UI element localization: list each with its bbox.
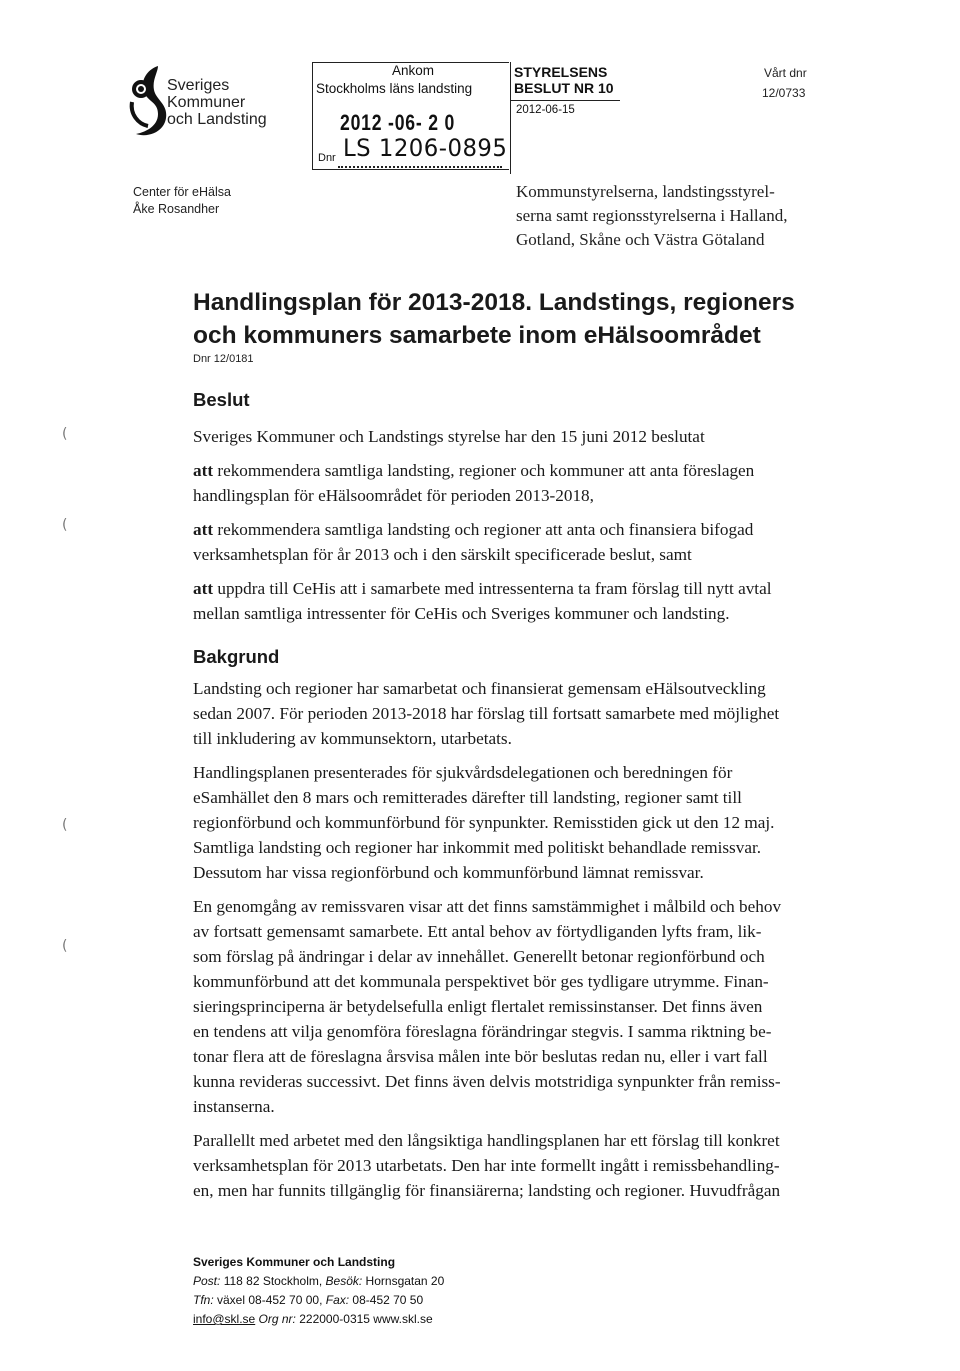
text-line: en, men har funnits tillgänglig för finansiärerna; landsting och regioner. Huvudfrågan [193, 1181, 781, 1200]
beslut-item [193, 458, 883, 508]
stamp-agency: Stockholms läns landsting [316, 81, 473, 96]
paragraph [193, 760, 883, 885]
bakgrund-heading: Bakgrund [193, 646, 280, 667]
text-line: eSamhället den 8 mars och remitterades därefter till landsting, regioner samt till [193, 788, 742, 807]
beslut-item-text: handlingsplan för eHälsoområdet för perioden 2013-2018, [193, 486, 594, 505]
text-line: Samtliga landsting och regioner har inkommit med politiskt behandlade remissvar. [193, 838, 762, 857]
org-name-line: och Landsting [167, 111, 267, 128]
text-line: En genomgång av remissvaren visar att det finns samstämmighet i målbild och behov [193, 897, 782, 916]
text-line: Landsting och regioner har samarbetat och finansierat gemensam eHälsoutveckling [193, 679, 766, 698]
post-label: Post: [193, 1274, 221, 1288]
text-line: Parallellt med arbetet med den långsiktiga handlingsplanen har ett förslag till konkret [193, 1131, 780, 1150]
text-line: kommunförbund att det kommunala perspektivet bör ges tydligare utrymme. Finan- [193, 972, 769, 991]
text-line: som förslag på ändringar i delar av innehållet. Generellt betonar regionförbund och [193, 947, 765, 966]
text-line: Dessutom har vissa regionförbund och kommunförbund lämnat remissvar. [193, 863, 704, 882]
visit-value: Hornsgatan 20 [362, 1274, 445, 1288]
att-keyword: att [193, 520, 214, 539]
att-keyword: att [193, 579, 214, 598]
text-line: verksamhetsplan för 2013 utarbetats. Den har inte formellt ingått i remissbehandling- [193, 1156, 780, 1175]
beslut-item-text: rekommendera samtliga landsting, regioner och kommuner att anta föreslagen [213, 461, 755, 480]
decision-date: 2012-06-15 [516, 104, 575, 116]
margin-mark-icon: ( [62, 517, 68, 533]
title-line: Handlingsplan för 2013-2018. Landstings, regioners [193, 289, 795, 316]
skl-logo-icon [128, 62, 170, 144]
margin-mark-icon: ( [62, 938, 68, 954]
att-keyword: att [193, 461, 214, 480]
visit-label: Besök: [325, 1274, 363, 1288]
beslut-item-text: rekommendera samtliga landsting och regioner att anta och finansiera bifogad [213, 520, 754, 539]
text-line: till inkludering av kommunsektorn, utarbetats. [193, 729, 512, 748]
text-line: en tendens att vilja genomföra föreslagna förändringar stegvis. I samma riktning be- [193, 1022, 772, 1041]
text-line: tonar flera att de föreslagna årsvisa målen inte bör beslutas redan nu, eller i vart fall [193, 1047, 768, 1066]
org-name-line: Sveriges [167, 77, 230, 94]
text-line: sedan 2007. För perioden 2013-2018 har förslag till fortsatt samarbete med möjlighet [193, 704, 780, 723]
footer-address [193, 1272, 444, 1291]
footer [193, 1253, 444, 1329]
beslut-item-text: uppdra till CeHis att i samarbete med intressenterna ta fram förslag till nytt avtal [213, 579, 772, 598]
beslut-heading: Beslut [193, 389, 250, 410]
beslut-item [193, 517, 883, 567]
reference-label: Vårt dnr [764, 66, 807, 80]
sender-info [133, 184, 231, 218]
orgnr-value: 222000-0315 [295, 1312, 370, 1326]
text-line: Handlingsplanen presenterades för sjukvårdsdelegationen och beredningen för [193, 763, 733, 782]
org-name-line: Kommuner [167, 94, 246, 111]
stamp-dnr-label: Dnr [318, 152, 336, 164]
fax-value: 08-452 70 50 [349, 1293, 424, 1307]
footer-contact [193, 1310, 444, 1329]
recipient-line: Kommunstyrelserna, landstingsstyrel- [516, 182, 775, 201]
beslut-item-text: mellan samtliga intressenter för CeHis och Sveriges kommuner och landsting. [193, 604, 730, 623]
decision-title-line: STYRELSENS [514, 64, 608, 80]
tel-value: växel 08-452 70 00, [213, 1293, 326, 1307]
web-link[interactable]: www.skl.se [369, 1312, 433, 1326]
org-logo-text [167, 77, 267, 128]
text-line: regionförbund och kommunförbund för synpunkter. Remisstiden gick ut den 12 maj. [193, 813, 775, 832]
document-dnr: Dnr 12/0181 [193, 353, 254, 365]
post-value: 118 82 Stockholm, [220, 1274, 326, 1288]
text-line: instanserna. [193, 1097, 275, 1116]
department: Center för eHälsa [133, 185, 231, 199]
beslut-item [193, 576, 883, 626]
paragraph [193, 676, 883, 751]
stamp-handwritten-dnr: LS 1206-0895 [343, 134, 508, 162]
bakgrund-section [193, 676, 883, 1203]
stamp-date: 2012 -06- 2 0 [340, 110, 456, 135]
title-line: och kommuners samarbete inom eHälsoområdet [193, 322, 761, 349]
margin-mark-icon: ( [62, 817, 68, 833]
orgnr-label: Org nr: [255, 1312, 296, 1326]
reference-value: 12/0733 [762, 86, 806, 100]
fax-label: Fax: [325, 1293, 350, 1307]
beslut-intro: Sveriges Kommuner och Landstings styrelse har den 15 juni 2012 beslutat [193, 427, 705, 446]
text-line: av fortsatt gemensamt samarbete. Ett antal behov av förtydliganden lyfts fram, lik- [193, 922, 762, 941]
paragraph [193, 894, 883, 1119]
decision-box-rule [510, 100, 620, 101]
text-line: kunna revideras successivt. Det finns även delvis motstridiga synpunkter från remiss- [193, 1072, 781, 1091]
stamp-dotted-line [338, 166, 502, 168]
tel-label: Tfn: [193, 1293, 214, 1307]
recipient-line: serna samt regionsstyrelserna i Halland, [516, 206, 788, 225]
stamp-received-label: Ankom [392, 63, 435, 78]
person-name: Åke Rosandher [133, 202, 220, 216]
beslut-section [193, 424, 883, 626]
footer-phone [193, 1291, 444, 1310]
footer-org: Sveriges Kommuner och Landsting [193, 1255, 396, 1269]
document-title [193, 286, 893, 352]
margin-mark-icon: ( [62, 426, 68, 442]
recipient-line: Gotland, Skåne och Västra Götaland [516, 230, 765, 249]
decision-box-title [514, 64, 614, 96]
decision-title-line: BESLUT NR 10 [514, 80, 614, 96]
paragraph [193, 1128, 883, 1203]
recipients [516, 180, 787, 252]
text-line: sieringsprinciperna är betydelsefulla enligt flertalet remissinstanser. Det finns även [193, 997, 763, 1016]
decision-box-border [510, 62, 511, 174]
email-link[interactable]: info@skl.se [193, 1312, 256, 1326]
beslut-item-text: verksamhetsplan för år 2013 och i den särskilt specificerade beslut, samt [193, 545, 692, 564]
